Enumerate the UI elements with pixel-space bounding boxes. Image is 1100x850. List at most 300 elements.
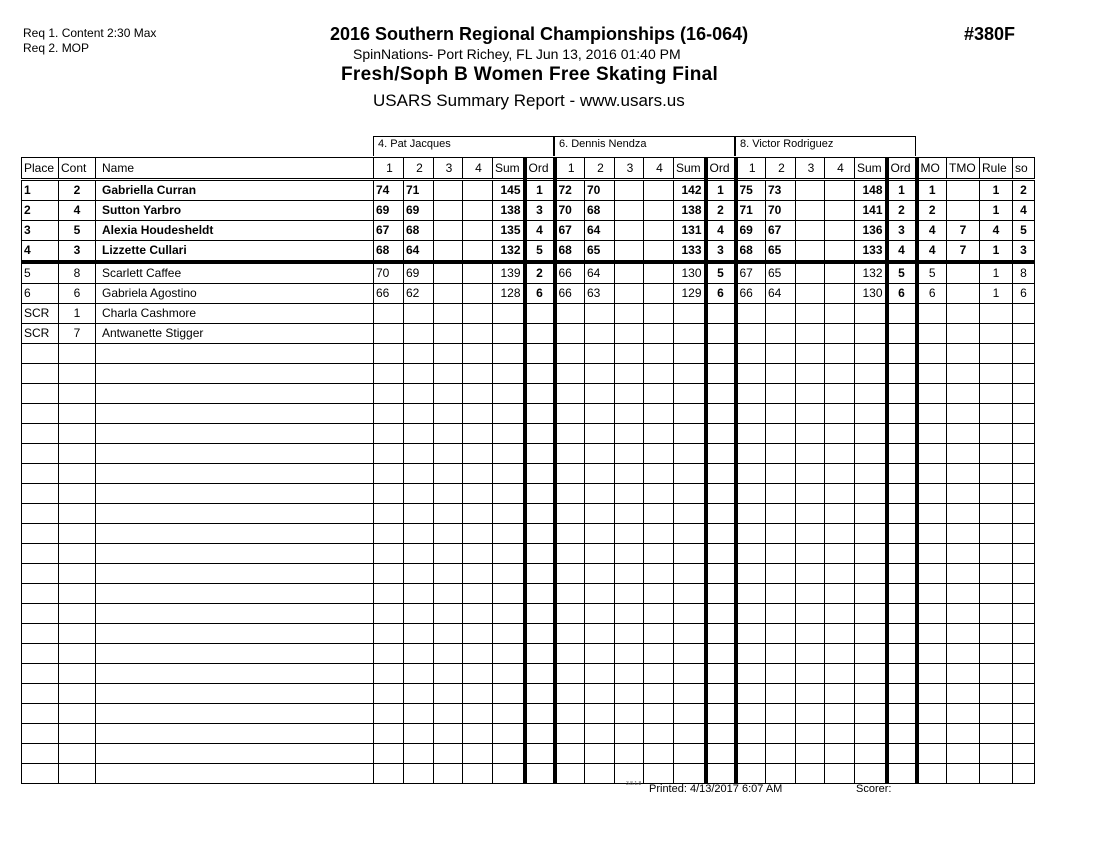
empty-cell [555, 524, 585, 544]
so-cell: 8 [1013, 262, 1035, 284]
empty-cell [22, 644, 59, 664]
empty-cell [825, 624, 855, 644]
empty-cell [825, 704, 855, 724]
empty-cell [825, 744, 855, 764]
empty-cell [766, 364, 796, 384]
empty-row [22, 564, 1035, 584]
empty-cell [706, 384, 736, 404]
empty-cell [855, 344, 887, 364]
empty-cell [674, 384, 706, 404]
empty-cell [825, 484, 855, 504]
empty-cell [525, 684, 555, 704]
sum-cell: 136 [855, 221, 887, 241]
empty-cell [1013, 444, 1035, 464]
table-row [22, 284, 1035, 304]
empty-cell [947, 644, 980, 664]
empty-row [22, 464, 1035, 484]
empty-cell [59, 504, 96, 524]
empty-cell [525, 484, 555, 504]
empty-cell [674, 404, 706, 424]
score-cell [585, 304, 615, 324]
empty-cell [585, 404, 615, 424]
empty-cell [855, 664, 887, 684]
empty-cell [374, 484, 404, 504]
score-cell [825, 221, 855, 241]
empty-cell [917, 744, 947, 764]
empty-cell [22, 704, 59, 724]
empty-cell [917, 584, 947, 604]
sum-cell: 130 [674, 262, 706, 284]
score-cell [463, 221, 493, 241]
empty-cell [434, 644, 463, 664]
sum-cell: 148 [855, 180, 887, 201]
empty-cell [434, 524, 463, 544]
empty-cell [855, 604, 887, 624]
empty-cell [674, 464, 706, 484]
sum-cell [674, 304, 706, 324]
empty-cell [22, 464, 59, 484]
empty-cell [555, 564, 585, 584]
empty-cell [96, 604, 374, 624]
empty-cell [22, 384, 59, 404]
empty-cell [855, 764, 887, 784]
empty-cell [887, 584, 917, 604]
empty-cell [947, 764, 980, 784]
score-cell [644, 304, 674, 324]
score-cell [404, 324, 434, 344]
empty-cell [796, 344, 825, 364]
empty-cell [463, 344, 493, 364]
tmo-cell: 7 [947, 221, 980, 241]
score-cell: 74 [374, 180, 404, 201]
empty-cell [463, 744, 493, 764]
empty-cell [615, 684, 644, 704]
empty-cell [434, 484, 463, 504]
empty-row [22, 544, 1035, 564]
empty-cell [917, 444, 947, 464]
empty-cell [825, 464, 855, 484]
empty-cell [980, 764, 1013, 784]
empty-cell [615, 544, 644, 564]
empty-cell [615, 464, 644, 484]
empty-cell [947, 344, 980, 364]
empty-cell [22, 684, 59, 704]
empty-cell [615, 344, 644, 364]
empty-cell [374, 524, 404, 544]
empty-cell [674, 644, 706, 664]
empty-cell [615, 424, 644, 444]
empty-row [22, 364, 1035, 384]
empty-cell [796, 604, 825, 624]
score-cell [434, 221, 463, 241]
empty-cell [947, 684, 980, 704]
score-cell: 68 [555, 241, 585, 263]
empty-cell [736, 684, 766, 704]
j3-col-2: 2 [766, 158, 796, 180]
tmo-cell [947, 284, 980, 304]
empty-row [22, 764, 1035, 784]
empty-cell [887, 344, 917, 364]
ordinal-cell: 5 [887, 262, 917, 284]
empty-cell [980, 644, 1013, 664]
empty-cell [463, 444, 493, 464]
sum-cell [493, 304, 525, 324]
empty-cell [434, 384, 463, 404]
score-cell: 70 [555, 201, 585, 221]
empty-cell [825, 564, 855, 584]
empty-cell [374, 364, 404, 384]
empty-cell [796, 624, 825, 644]
empty-cell [887, 704, 917, 724]
empty-cell [1013, 384, 1035, 404]
score-cell: 75 [736, 180, 766, 201]
ordinal-cell: 1 [706, 180, 736, 201]
empty-cell [555, 404, 585, 424]
empty-cell [674, 364, 706, 384]
empty-cell [917, 484, 947, 504]
empty-cell [855, 504, 887, 524]
empty-cell [706, 404, 736, 424]
empty-cell [404, 644, 434, 664]
empty-cell [796, 724, 825, 744]
empty-cell [615, 524, 644, 544]
empty-cell [525, 524, 555, 544]
score-cell [615, 180, 644, 201]
j3-col-4: 4 [825, 158, 855, 180]
empty-cell [59, 464, 96, 484]
score-cell: 63 [585, 284, 615, 304]
empty-row [22, 744, 1035, 764]
rule-cell: 1 [980, 201, 1013, 221]
skater-name-cell: Charla Cashmore [96, 304, 374, 324]
empty-cell [887, 364, 917, 384]
empty-cell [766, 444, 796, 464]
judge-header-1: 4. Pat Jacques [373, 136, 554, 156]
ordinal-cell [706, 304, 736, 324]
empty-cell [463, 764, 493, 784]
score-cell [736, 324, 766, 344]
score-cell: 64 [766, 284, 796, 304]
empty-cell [585, 704, 615, 724]
empty-cell [825, 404, 855, 424]
sum-cell: 132 [855, 262, 887, 284]
empty-cell [434, 364, 463, 384]
score-cell [825, 180, 855, 201]
empty-cell [887, 524, 917, 544]
empty-cell [736, 604, 766, 624]
empty-cell [947, 724, 980, 744]
empty-cell [434, 684, 463, 704]
empty-cell [493, 464, 525, 484]
empty-row [22, 524, 1035, 544]
score-cell [796, 324, 825, 344]
empty-cell [434, 464, 463, 484]
empty-cell [796, 684, 825, 704]
so-cell: 6 [1013, 284, 1035, 304]
empty-cell [917, 644, 947, 664]
empty-cell [947, 664, 980, 684]
rule-cell: 1 [980, 241, 1013, 263]
empty-cell [96, 684, 374, 704]
empty-cell [887, 444, 917, 464]
place-cell: SCR [22, 324, 59, 344]
empty-cell [825, 344, 855, 364]
empty-cell [555, 444, 585, 464]
empty-cell [855, 544, 887, 564]
col-cont: Cont [59, 158, 96, 180]
score-cell [434, 284, 463, 304]
empty-cell [463, 404, 493, 424]
empty-cell [644, 664, 674, 684]
ordinal-cell: 2 [525, 262, 555, 284]
empty-cell [706, 364, 736, 384]
empty-cell [59, 584, 96, 604]
rule-cell [980, 304, 1013, 324]
skater-name-cell: Alexia Houdesheldt [96, 221, 374, 241]
empty-cell [947, 404, 980, 424]
empty-cell [947, 524, 980, 544]
ordinal-cell: 4 [706, 221, 736, 241]
empty-cell [644, 744, 674, 764]
empty-cell [374, 344, 404, 364]
empty-cell [585, 444, 615, 464]
empty-cell [980, 524, 1013, 544]
empty-cell [374, 684, 404, 704]
empty-cell [887, 404, 917, 424]
empty-cell [493, 624, 525, 644]
empty-cell [736, 584, 766, 604]
empty-cell [493, 724, 525, 744]
empty-cell [796, 404, 825, 424]
empty-cell [615, 584, 644, 604]
empty-cell [825, 444, 855, 464]
empty-cell [525, 344, 555, 364]
empty-cell [706, 644, 736, 664]
empty-cell [615, 364, 644, 384]
empty-cell [917, 724, 947, 744]
table-row [22, 241, 1035, 263]
empty-cell [766, 404, 796, 424]
empty-cell [947, 364, 980, 384]
table-row [22, 180, 1035, 201]
empty-cell [59, 344, 96, 364]
mo-cell: 2 [917, 201, 947, 221]
empty-cell [404, 504, 434, 524]
empty-cell [1013, 644, 1035, 664]
empty-cell [555, 644, 585, 664]
score-cell [555, 324, 585, 344]
empty-cell [855, 684, 887, 704]
empty-cell [766, 744, 796, 764]
score-cell [796, 284, 825, 304]
so-cell: 3 [1013, 241, 1035, 263]
j3-col-sum: Sum [855, 158, 887, 180]
empty-cell [404, 684, 434, 704]
score-cell [463, 284, 493, 304]
empty-cell [706, 444, 736, 464]
empty-cell [736, 464, 766, 484]
empty-cell [1013, 524, 1035, 544]
empty-cell [555, 484, 585, 504]
empty-cell [615, 704, 644, 724]
ordinal-cell: 1 [887, 180, 917, 201]
table-row [22, 324, 1035, 344]
skater-name-cell: Gabriella Curran [96, 180, 374, 201]
empty-cell [947, 444, 980, 464]
empty-row [22, 644, 1035, 664]
empty-cell [825, 584, 855, 604]
empty-cell [555, 464, 585, 484]
empty-cell [644, 544, 674, 564]
empty-row [22, 604, 1035, 624]
empty-cell [644, 504, 674, 524]
report-title: USARS Summary Report - www.usars.us [373, 91, 685, 110]
empty-cell [855, 744, 887, 764]
empty-row [22, 344, 1035, 364]
empty-cell [96, 764, 374, 784]
empty-cell [525, 504, 555, 524]
score-cell [434, 180, 463, 201]
empty-cell [674, 564, 706, 584]
empty-cell [493, 764, 525, 784]
empty-cell [796, 424, 825, 444]
empty-cell [404, 364, 434, 384]
empty-cell [1013, 504, 1035, 524]
empty-cell [525, 364, 555, 384]
empty-cell [706, 664, 736, 684]
empty-cell [706, 744, 736, 764]
empty-cell [825, 724, 855, 744]
empty-cell [855, 404, 887, 424]
empty-cell [374, 464, 404, 484]
empty-cell [917, 504, 947, 524]
empty-cell [674, 704, 706, 724]
empty-cell [796, 444, 825, 464]
skater-name-cell: Sutton Yarbro [96, 201, 374, 221]
empty-cell [96, 664, 374, 684]
score-cell: 68 [585, 201, 615, 221]
empty-cell [887, 644, 917, 664]
empty-cell [674, 584, 706, 604]
empty-cell [493, 504, 525, 524]
empty-cell [644, 624, 674, 644]
j3-col-ord: Ord [887, 158, 917, 180]
score-cell [434, 304, 463, 324]
empty-cell [674, 524, 706, 544]
empty-cell [947, 424, 980, 444]
sum-cell: 133 [674, 241, 706, 263]
empty-cell [796, 364, 825, 384]
empty-cell [615, 444, 644, 464]
contestant-number-cell: 7 [59, 324, 96, 344]
empty-cell [404, 584, 434, 604]
contestant-number-cell: 5 [59, 221, 96, 241]
score-cell [434, 201, 463, 221]
empty-cell [1013, 564, 1035, 584]
empty-cell [585, 684, 615, 704]
empty-cell [96, 404, 374, 424]
score-cell [404, 304, 434, 324]
col-so: so [1013, 158, 1035, 180]
empty-cell [644, 564, 674, 584]
empty-cell [59, 724, 96, 744]
empty-cell [555, 504, 585, 524]
empty-cell [1013, 624, 1035, 644]
empty-cell [980, 744, 1013, 764]
empty-cell [463, 424, 493, 444]
empty-cell [434, 764, 463, 784]
empty-cell [917, 764, 947, 784]
empty-cell [434, 744, 463, 764]
j1-col-1: 1 [374, 158, 404, 180]
empty-cell [917, 684, 947, 704]
empty-cell [493, 424, 525, 444]
empty-cell [736, 364, 766, 384]
empty-cell [463, 704, 493, 724]
requirement-2: Req 2. MOP [23, 41, 90, 55]
empty-cell [855, 724, 887, 744]
empty-cell [374, 724, 404, 744]
score-cell: 69 [404, 262, 434, 284]
empty-cell [947, 604, 980, 624]
empty-cell [980, 464, 1013, 484]
empty-cell [493, 384, 525, 404]
sum-cell [674, 324, 706, 344]
printed-timestamp: Printed: 4/13/2017 6:07 AM [649, 783, 783, 795]
skater-name-cell: Lizzette Cullari [96, 241, 374, 263]
empty-cell [855, 384, 887, 404]
empty-cell [980, 704, 1013, 724]
empty-cell [980, 424, 1013, 444]
sum-cell: 133 [855, 241, 887, 263]
score-cell [463, 201, 493, 221]
score-cell [825, 304, 855, 324]
table-row [22, 262, 1035, 284]
empty-cell [96, 524, 374, 544]
empty-cell [374, 544, 404, 564]
empty-cell [404, 624, 434, 644]
score-cell [796, 180, 825, 201]
sum-cell: 132 [493, 241, 525, 263]
score-cell [825, 284, 855, 304]
empty-cell [493, 564, 525, 584]
empty-cell [917, 524, 947, 544]
empty-cell [525, 744, 555, 764]
empty-cell [947, 464, 980, 484]
empty-cell [22, 744, 59, 764]
sum-cell: 142 [674, 180, 706, 201]
empty-cell [917, 544, 947, 564]
ordinal-cell [887, 324, 917, 344]
empty-cell [796, 504, 825, 524]
empty-cell [404, 344, 434, 364]
empty-cell [463, 564, 493, 584]
sum-cell: 138 [674, 201, 706, 221]
empty-cell [434, 504, 463, 524]
rule-cell: 1 [980, 180, 1013, 201]
empty-cell [59, 484, 96, 504]
rule-cell: 1 [980, 284, 1013, 304]
empty-cell [493, 604, 525, 624]
score-cell: 73 [766, 180, 796, 201]
empty-cell [585, 464, 615, 484]
score-cell: 65 [585, 241, 615, 263]
empty-cell [644, 364, 674, 384]
empty-cell [434, 544, 463, 564]
empty-cell [644, 764, 674, 784]
score-cell: 72 [555, 180, 585, 201]
j1-col-4: 4 [463, 158, 493, 180]
